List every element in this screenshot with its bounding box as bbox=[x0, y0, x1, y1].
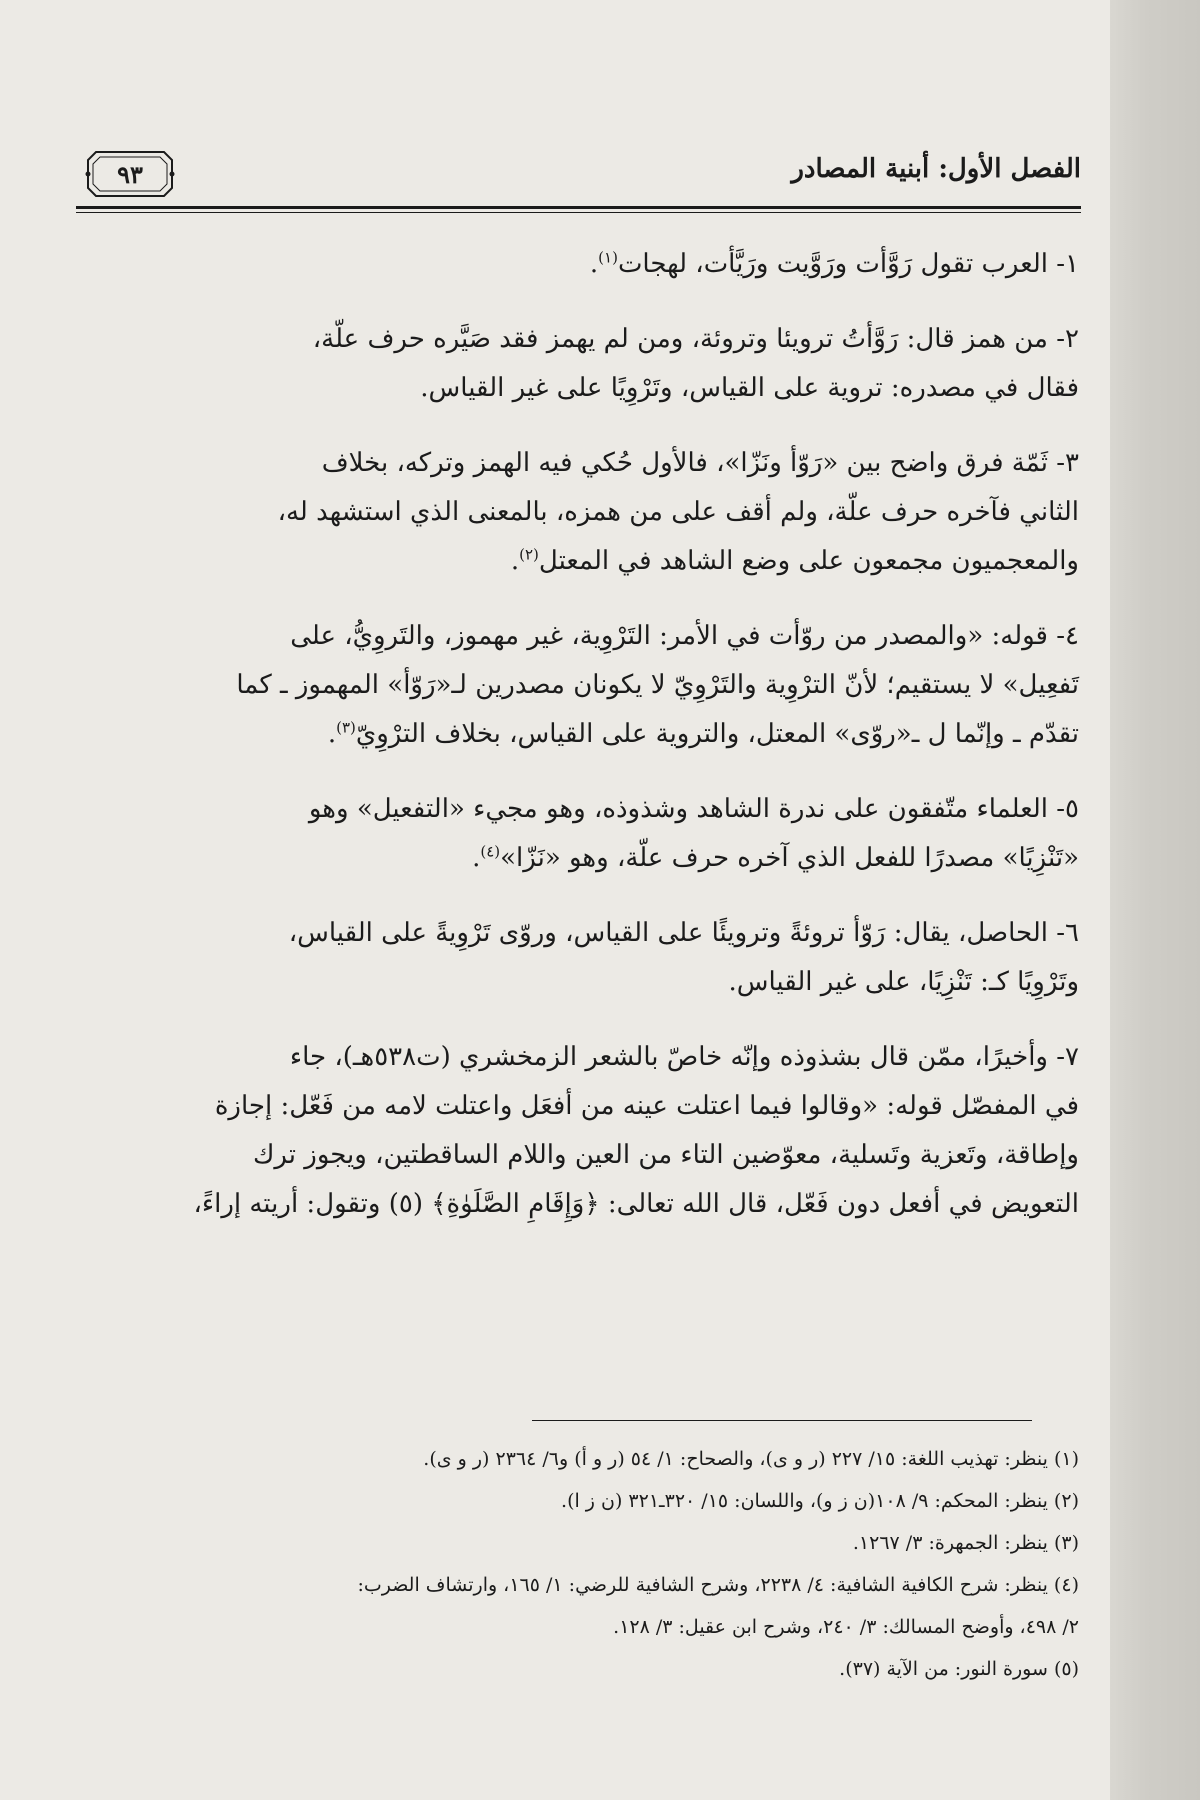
text-line: وإطاقة، وتَعزية وتَسلية، معوّضين التاء من العين واللام الساقطتين، ويجوز ترك bbox=[252, 1140, 1079, 1170]
text-line: تقدّم ـ وإنّما ل ـ«روّى» المعتل، والتروية على القياس، بخلاف الترْوِيّ$^{(٣)}$. bbox=[327, 718, 1079, 749]
footnotes bbox=[84, 1440, 1079, 1692]
footnote-ref: (٤) bbox=[480, 842, 501, 861]
text-line: ٧- وأخيرًا، ممّن قال بشذوذه وإنّه خاصّ بالشعر الزمخشري (ت٥٣٨هـ)، جاء bbox=[289, 1042, 1079, 1072]
text-line: التعويض في أفعل دون فَعّل، قال الله تعالى: ﴿وَإِقَامِ الصَّلَوٰةِ﴾ (٥) وتقول: أريته إراءً، bbox=[193, 1189, 1079, 1219]
chapter-title: الفصل الأول: أبنية المصادر bbox=[791, 154, 1081, 184]
text-line: ١- العرب تقول رَوَّأت ورَوَّيت ورَيَّأت، لهجات$^{(١)}$. bbox=[589, 248, 1079, 279]
page-number-badge bbox=[84, 148, 176, 200]
footnote-divider bbox=[532, 1420, 1032, 1421]
text-line: ٢- من همز قال: رَوَّأتُ ترويئا وتروئة، ومن لم يهمز فقد صَيَّره حرف علّة، bbox=[312, 324, 1079, 354]
text-line: «تَنْزِيًا» مصدرًا للفعل الذي آخره حرف علّة، وهو «نَزّا»$^{(٤)}$. bbox=[472, 842, 1079, 873]
paragraph-2 bbox=[84, 315, 1079, 413]
paragraph-4 bbox=[84, 612, 1079, 759]
header-divider bbox=[76, 206, 1081, 209]
footnote: (٤) ينظر: شرح الكافية الشافية: ٤/ ٢٢٣٨، وشرح الشافية للرضي: ١/ ١٦٥، وارتشاف الضرب: bbox=[357, 1574, 1079, 1596]
text-line: ٣- ثَمّة فرق واضح بين «رَوّأ ونَزّا»، فالأول حُكي فيه الهمز وتركه، بخلاف bbox=[321, 448, 1079, 478]
paragraph-6 bbox=[84, 909, 1079, 1007]
text-line: ٤- قوله: «والمصدر من روّأت في الأمر: التَرْوِية، غير مهموز، والتَروِيُّ، على bbox=[290, 621, 1079, 651]
text-line: تَفعِيل» لا يستقيم؛ لأنّ الترْوِية والتَرْوِيّ لا يكونان مصدرين لـ«رَوّأ» المهموز ـ كما bbox=[236, 670, 1079, 700]
footnote: (٣) ينظر: الجمهرة: ٣/ ١٢٦٧. bbox=[852, 1532, 1079, 1554]
text-line: في المفصّل قوله: «وقالوا فيما اعتلت عينه من أفعَل واعتلت لامه من فَعّل: إجازة bbox=[214, 1091, 1079, 1121]
text-line: الثاني فآخره حرف علّة، ولم أقف على من همزه، بالمعنى الذي استشهد له، bbox=[277, 497, 1079, 527]
paragraph-7 bbox=[84, 1033, 1079, 1229]
text-line: والمعجميون مجمعون على وضع الشاهد في المعتل$^{(٢)}$. bbox=[510, 545, 1079, 576]
main-text bbox=[84, 240, 1079, 1255]
paragraph-3 bbox=[84, 439, 1079, 586]
header-divider-thin bbox=[76, 212, 1081, 213]
text-line: ٥- العلماء متّفقون على ندرة الشاهد وشذوذه، وهو مجيء «التفعيل» وهو bbox=[308, 794, 1079, 824]
paragraph-5 bbox=[84, 785, 1079, 883]
text-line: ٦- الحاصل، يقال: رَوّأ تروئةً وترويئًا على القياس، وروّى تَرْوِيةً على القياس، bbox=[288, 918, 1079, 948]
footnote-ref: (١) bbox=[598, 248, 618, 267]
footnote: (٥) سورة النور: من الآية (٣٧). bbox=[839, 1658, 1079, 1680]
footnote-continuation: ٢/ ٤٩٨، وأوضح المسالك: ٣/ ٢٤٠، وشرح ابن عقيل: ٣/ ١٢٨. bbox=[613, 1616, 1079, 1638]
footnote: (٢) ينظر: المحكم: ٩/ ١٠٨(ن ز و)، واللسان: ١٥/ ٣٢٠ـ٣٢١ (ن ز ا). bbox=[561, 1490, 1079, 1512]
text-line: فقال في مصدره: تروية على القياس، وتَرْوِيًا على غير القياس. bbox=[420, 373, 1079, 403]
running-header bbox=[76, 148, 1081, 208]
paragraph-1 bbox=[84, 240, 1079, 289]
text-line: وتَرْوِيًا كـ: تَنْزِيًا، على غير القياس. bbox=[728, 967, 1079, 997]
footnote: (١) ينظر: تهذيب اللغة: ١٥/ ٢٢٧ (ر و ى)، والصحاح: ١/ ٥٤ (ر و أ) و٦/ ٢٣٦٤ (ر و ى). bbox=[423, 1448, 1079, 1470]
footnote-ref: (٣) bbox=[336, 718, 356, 737]
footnote-ref: (٢) bbox=[519, 545, 539, 564]
page-edge bbox=[1110, 0, 1200, 1800]
page-number: ٩٣ bbox=[117, 159, 143, 189]
